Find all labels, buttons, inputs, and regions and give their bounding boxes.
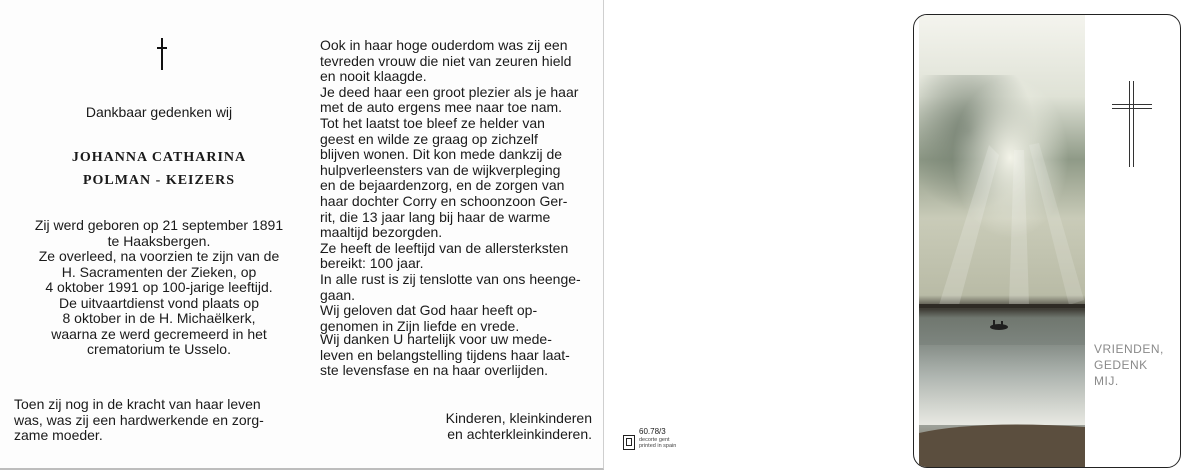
text-line: zame moeder. [14,427,103,443]
text-line: hulpverleensters van de wijkverpleging [320,161,561,178]
text-line: Wij geloven dat God haar heeft op- [320,302,538,319]
bio-line: 8 oktober in de H. Michaëlkerk, [62,310,256,326]
printer-name: decorte gent [639,437,670,443]
text-line: rit, die 13 jaar lang bij haar de warme [320,208,551,225]
text-line: tevreden vrouw die niet van zeuren hield [320,52,572,69]
motto-line: MIJ. [1094,374,1119,388]
text-line: Ze heeft de leeftijd van de allersterksten [320,239,569,256]
double-cross-icon [1112,81,1152,167]
cross-icon [157,38,167,70]
printed-in: printed in spain [639,443,677,449]
bio-line: De uitvaartdienst vond plaats op [58,294,259,311]
text-line: In alle rust is zij tenslotte van ons heenge- [320,270,581,287]
bio-line: 4 oktober 1991 op 100-jarige leeftijd. [45,279,273,295]
text-line: bereikt: 100 jaar. [320,255,424,272]
print-code: 60.78/3 [639,427,666,436]
text-line: en achterkleinkinderen. [447,425,592,442]
strength-paragraph [14,397,304,444]
text-line: Wij danken U hartelijk voor uw mede- [320,331,552,347]
bio-line: crematorium te Usselo. [87,341,231,357]
biography [14,218,304,358]
text-line: haar dochter Corry en schoonzoon Ger- [320,192,568,209]
deceased-name-line-1: JOHANNA CATHARINA [71,150,247,165]
printer-mark [623,427,703,451]
text-line: Ook in haar hoge ouderdom was zij een [320,37,568,53]
text-line: genomen in Zijn liefde en vrede. [320,317,520,334]
text-line: Toen zij nog in de kracht van haar leven [14,396,261,412]
text-line: blijven wonen. Dit kon mede dankzij de [320,146,563,163]
bio-line: te Haaksbergen. [107,232,211,249]
text-line: was, was zij een hardwerkende en zorg- [14,411,264,428]
thanks-line: Dankbaar gedenken wij [85,104,233,120]
main-paragraph [320,38,592,334]
text-line: Tot het laatst toe bleef ze helder van [320,114,545,131]
family-signature [320,411,592,442]
bio-line: waarna ze werd gecremeerd in het [51,325,267,342]
text-line: leven en belangstelling tijdens haar laat- [320,346,570,363]
text-line: Kinderen, kleinkinderen [445,410,592,426]
seascape-photo [919,15,1085,467]
printer-logo-icon [623,435,635,450]
bio-line: Ze overleed, na voorzien te zijn van de [38,248,280,264]
right-page [320,37,592,442]
text-line: ste levensfase en na haar overlijden. [320,362,549,379]
deceased-name-line-2: POLMAN - KEIZERS [82,173,236,188]
motto-line: GEDENK [1094,358,1148,372]
memorial-card-front [913,14,1181,468]
bio-line: H. Sacramenten der Zieken, op [61,263,257,280]
motto-line: VRIENDEN, [1094,342,1164,356]
gratitude-paragraph [320,332,592,379]
text-line: maaltijd bezorgden. [320,224,443,241]
text-line: met de auto ergens mee naar toe nam. [320,99,563,116]
text-line: en de bejaardenzorg, en de zorgen van [320,177,565,194]
text-line: Je deed haar een groot plezier als je haar [320,83,579,100]
text-line: geest en wilde ze graag op zichzelf [320,130,538,147]
text-line: en nooit klaagde. [320,68,427,85]
text-line: gaan. [320,286,356,303]
card-motto [1094,341,1178,389]
bio-line: Zij werd geboren op 21 september 1891 [34,217,284,233]
